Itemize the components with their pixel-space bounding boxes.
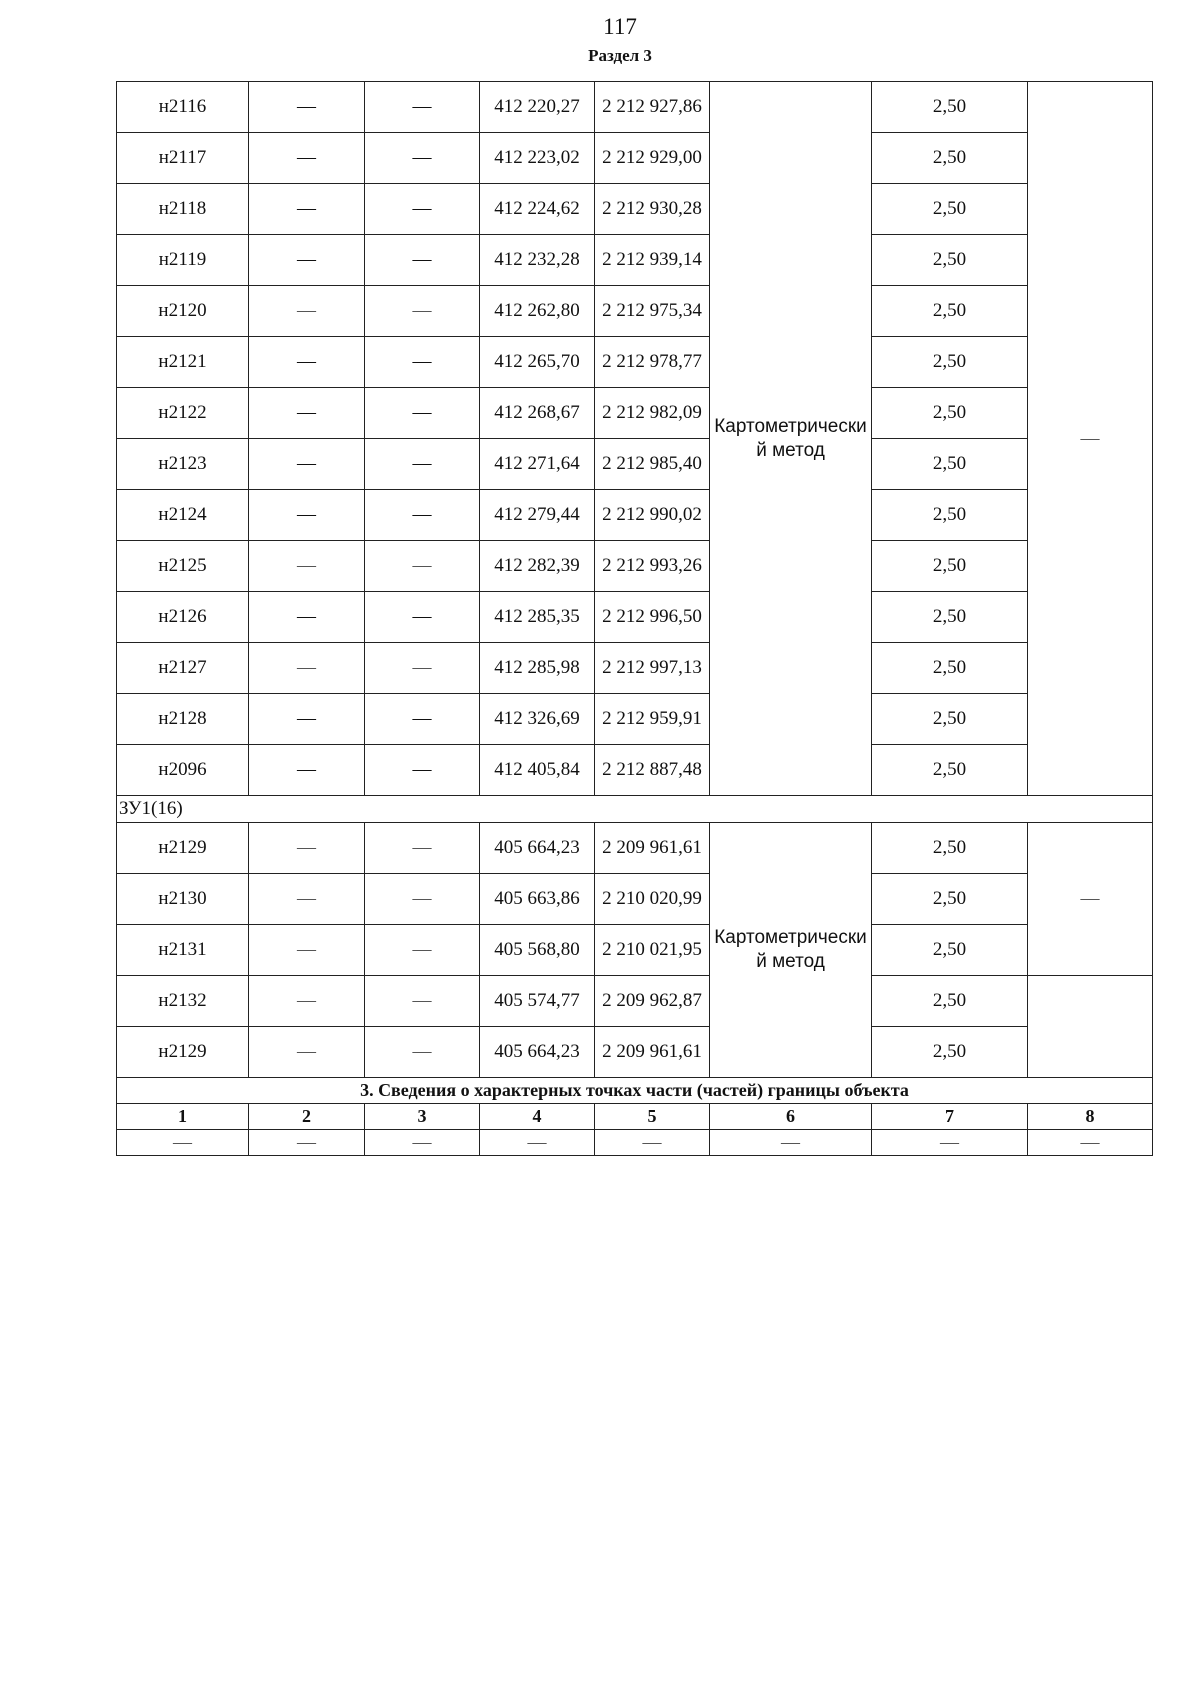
point-number-cell: н2116 xyxy=(117,82,249,133)
column-number: 7 xyxy=(872,1104,1028,1130)
y-coordinate-cell: 2 212 996,50 xyxy=(595,592,710,643)
empty-cell: — xyxy=(710,1130,872,1156)
column-number: 5 xyxy=(595,1104,710,1130)
accuracy-cell: 2,50 xyxy=(872,388,1028,439)
column-number: 2 xyxy=(249,1104,365,1130)
col2-cell: — xyxy=(249,976,365,1027)
x-coordinate-cell: 405 664,23 xyxy=(480,1027,595,1078)
section3-title: 3. Сведения о характерных точках части (частей) границы объекта xyxy=(117,1078,1153,1104)
col3-cell: — xyxy=(365,235,480,286)
table-row xyxy=(117,133,1153,184)
point-number-cell: н2131 xyxy=(117,925,249,976)
method-cell: Картометрически й метод xyxy=(710,82,872,796)
col3-cell: — xyxy=(365,694,480,745)
point-number-cell: н2120 xyxy=(117,286,249,337)
col3-cell: — xyxy=(365,184,480,235)
table-row xyxy=(117,286,1153,337)
table-row xyxy=(117,490,1153,541)
point-number-cell: н2121 xyxy=(117,337,249,388)
x-coordinate-cell: 412 223,02 xyxy=(480,133,595,184)
accuracy-cell: 2,50 xyxy=(872,133,1028,184)
table-row xyxy=(117,1027,1153,1078)
col3-cell: — xyxy=(365,592,480,643)
table-body xyxy=(117,82,1153,1156)
col3-cell: — xyxy=(365,976,480,1027)
col2-cell: — xyxy=(249,490,365,541)
col3-cell: — xyxy=(365,1027,480,1078)
accuracy-cell: 2,50 xyxy=(872,592,1028,643)
x-coordinate-cell: 405 574,77 xyxy=(480,976,595,1027)
point-number-cell: н2128 xyxy=(117,694,249,745)
y-coordinate-cell: 2 209 961,61 xyxy=(595,823,710,874)
col2-cell: — xyxy=(249,184,365,235)
x-coordinate-cell: 412 262,80 xyxy=(480,286,595,337)
point-number-cell: н2119 xyxy=(117,235,249,286)
x-coordinate-cell: 412 271,64 xyxy=(480,439,595,490)
col3-cell: — xyxy=(365,337,480,388)
col2-cell: — xyxy=(249,337,365,388)
accuracy-cell: 2,50 xyxy=(872,976,1028,1027)
table-row xyxy=(117,388,1153,439)
column-number: 4 xyxy=(480,1104,595,1130)
accuracy-cell: 2,50 xyxy=(872,235,1028,286)
page-number: 117 xyxy=(603,14,637,39)
y-coordinate-cell: 2 212 982,09 xyxy=(595,388,710,439)
y-coordinate-cell: 2 212 927,86 xyxy=(595,82,710,133)
y-coordinate-cell: 2 212 929,00 xyxy=(595,133,710,184)
empty-cell: — xyxy=(595,1130,710,1156)
col2-cell: — xyxy=(249,643,365,694)
point-number-cell: н2117 xyxy=(117,133,249,184)
section3-title-row xyxy=(117,1078,1153,1104)
x-coordinate-cell: 412 220,27 xyxy=(480,82,595,133)
y-coordinate-cell: 2 209 961,61 xyxy=(595,1027,710,1078)
table-row xyxy=(117,184,1153,235)
point-number-cell: н2127 xyxy=(117,643,249,694)
col2-cell: — xyxy=(249,745,365,796)
accuracy-cell: 2,50 xyxy=(872,82,1028,133)
accuracy-cell: 2,50 xyxy=(872,541,1028,592)
empty-cell: — xyxy=(365,1130,480,1156)
table-row xyxy=(117,235,1153,286)
accuracy-cell: 2,50 xyxy=(872,490,1028,541)
empty-cell: — xyxy=(117,1130,249,1156)
accuracy-cell: 2,50 xyxy=(872,439,1028,490)
y-coordinate-cell: 2 212 978,77 xyxy=(595,337,710,388)
point-number-cell: н2126 xyxy=(117,592,249,643)
col2-cell: — xyxy=(249,823,365,874)
col3-cell: — xyxy=(365,82,480,133)
accuracy-cell: 2,50 xyxy=(872,925,1028,976)
col3-cell: — xyxy=(365,439,480,490)
y-coordinate-cell: 2 212 975,34 xyxy=(595,286,710,337)
accuracy-cell: 2,50 xyxy=(872,337,1028,388)
table-row xyxy=(117,874,1153,925)
x-coordinate-cell: 412 285,98 xyxy=(480,643,595,694)
col8-cell: — xyxy=(1028,823,1153,976)
table-row xyxy=(117,82,1153,133)
empty-row xyxy=(117,1130,1153,1156)
y-coordinate-cell: 2 212 959,91 xyxy=(595,694,710,745)
accuracy-cell: 2,50 xyxy=(872,745,1028,796)
y-coordinate-cell: 2 210 020,99 xyxy=(595,874,710,925)
y-coordinate-cell: 2 212 997,13 xyxy=(595,643,710,694)
col8-cell: — xyxy=(1028,82,1153,796)
table-row xyxy=(117,694,1153,745)
y-coordinate-cell: 2 212 993,26 xyxy=(595,541,710,592)
col2-cell: — xyxy=(249,694,365,745)
col3-cell: — xyxy=(365,823,480,874)
coordinates-table xyxy=(116,81,1153,1156)
x-coordinate-cell: 412 265,70 xyxy=(480,337,595,388)
col2-cell: — xyxy=(249,439,365,490)
x-coordinate-cell: 412 224,62 xyxy=(480,184,595,235)
accuracy-cell: 2,50 xyxy=(872,694,1028,745)
group-row xyxy=(117,796,1153,823)
col2-cell: — xyxy=(249,1027,365,1078)
table-row xyxy=(117,592,1153,643)
table-row xyxy=(117,337,1153,388)
col2-cell: — xyxy=(249,286,365,337)
empty-cell: — xyxy=(1028,1130,1153,1156)
x-coordinate-cell: 412 279,44 xyxy=(480,490,595,541)
column-number: 6 xyxy=(710,1104,872,1130)
point-number-cell: н2123 xyxy=(117,439,249,490)
column-number: 3 xyxy=(365,1104,480,1130)
point-number-cell: н2118 xyxy=(117,184,249,235)
table-row xyxy=(117,925,1153,976)
accuracy-cell: 2,50 xyxy=(872,643,1028,694)
col3-cell: — xyxy=(365,133,480,184)
point-number-cell: н2096 xyxy=(117,745,249,796)
y-coordinate-cell: 2 209 962,87 xyxy=(595,976,710,1027)
col2-cell: — xyxy=(249,133,365,184)
col2-cell: — xyxy=(249,874,365,925)
y-coordinate-cell: 2 212 887,48 xyxy=(595,745,710,796)
x-coordinate-cell: 412 232,28 xyxy=(480,235,595,286)
y-coordinate-cell: 2 212 985,40 xyxy=(595,439,710,490)
y-coordinate-cell: 2 212 930,28 xyxy=(595,184,710,235)
x-coordinate-cell: 405 664,23 xyxy=(480,823,595,874)
col2-cell: — xyxy=(249,388,365,439)
y-coordinate-cell: 2 210 021,95 xyxy=(595,925,710,976)
point-number-cell: н2125 xyxy=(117,541,249,592)
col3-cell: — xyxy=(365,745,480,796)
accuracy-cell: 2,50 xyxy=(872,184,1028,235)
point-number-cell: н2132 xyxy=(117,976,249,1027)
accuracy-cell: 2,50 xyxy=(872,823,1028,874)
column-number: 8 xyxy=(1028,1104,1153,1130)
accuracy-cell: 2,50 xyxy=(872,286,1028,337)
table-row xyxy=(117,976,1153,1027)
table-row xyxy=(117,643,1153,694)
col3-cell: — xyxy=(365,874,480,925)
y-coordinate-cell: 2 212 939,14 xyxy=(595,235,710,286)
point-number-cell: н2129 xyxy=(117,823,249,874)
col3-cell: — xyxy=(365,925,480,976)
table-row xyxy=(117,439,1153,490)
table-row xyxy=(117,541,1153,592)
point-number-cell: н2130 xyxy=(117,874,249,925)
col2-cell: — xyxy=(249,82,365,133)
x-coordinate-cell: 412 326,69 xyxy=(480,694,595,745)
empty-cell: — xyxy=(249,1130,365,1156)
accuracy-cell: 2,50 xyxy=(872,1027,1028,1078)
point-number-cell: н2124 xyxy=(117,490,249,541)
x-coordinate-cell: 412 405,84 xyxy=(480,745,595,796)
method-cell: Картометрически й метод xyxy=(710,823,872,1078)
group-label: ЗУ1(16) xyxy=(117,796,1153,823)
col2-cell: — xyxy=(249,925,365,976)
col2-cell: — xyxy=(249,592,365,643)
col2-cell: — xyxy=(249,235,365,286)
point-number-cell: н2129 xyxy=(117,1027,249,1078)
x-coordinate-cell: 412 285,35 xyxy=(480,592,595,643)
x-coordinate-cell: 412 282,39 xyxy=(480,541,595,592)
empty-cell: — xyxy=(480,1130,595,1156)
col2-cell: — xyxy=(249,541,365,592)
column-number: 1 xyxy=(117,1104,249,1130)
x-coordinate-cell: 405 663,86 xyxy=(480,874,595,925)
point-number-cell: н2122 xyxy=(117,388,249,439)
y-coordinate-cell: 2 212 990,02 xyxy=(595,490,710,541)
col3-cell: — xyxy=(365,286,480,337)
col3-cell: — xyxy=(365,490,480,541)
x-coordinate-cell: 412 268,67 xyxy=(480,388,595,439)
empty-cell: — xyxy=(872,1130,1028,1156)
x-coordinate-cell: 405 568,80 xyxy=(480,925,595,976)
column-numbers-row xyxy=(117,1104,1153,1130)
col3-cell: — xyxy=(365,541,480,592)
table-row xyxy=(117,745,1153,796)
table-row xyxy=(117,823,1153,874)
accuracy-cell: 2,50 xyxy=(872,874,1028,925)
col3-cell: — xyxy=(365,388,480,439)
col8-blank-cell xyxy=(1028,976,1153,1078)
section-title: Раздел 3 xyxy=(588,46,652,65)
col3-cell: — xyxy=(365,643,480,694)
